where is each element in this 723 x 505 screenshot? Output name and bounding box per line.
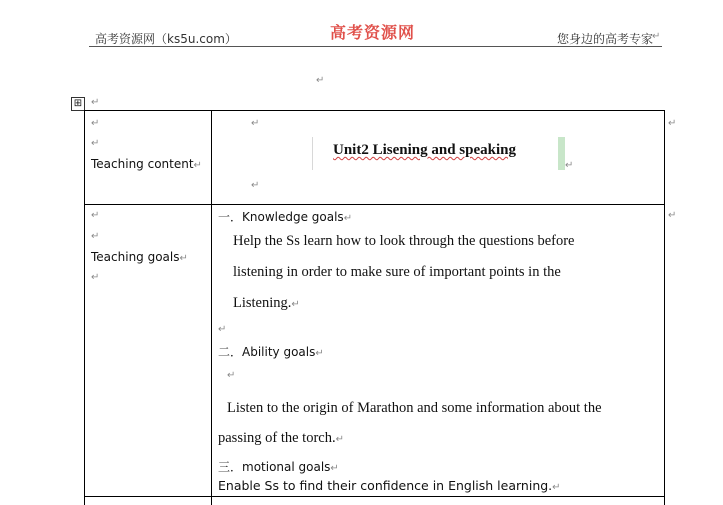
teaching-content-label-text: Teaching content [91, 157, 194, 171]
header-right-text: 您身边的高考专家 [557, 32, 654, 46]
para-mark: ↵ [227, 370, 236, 381]
table-column-divider [211, 110, 212, 505]
table-row-divider-bottom [84, 496, 665, 497]
unit-title [333, 142, 516, 159]
ability-goals-line [218, 430, 344, 447]
table-handle-glyph: ⊞ [73, 98, 83, 109]
table-row-divider [84, 204, 665, 205]
table-border-left [84, 110, 85, 505]
para-mark-handle: ↵ [91, 97, 100, 108]
unit-title-text: Unit2 Lisening and speaking [333, 142, 516, 158]
para-mark: ↵ [179, 253, 188, 264]
para-mark: ↵ [91, 210, 100, 221]
emotional-goals-line [218, 478, 561, 493]
heading-text: 一．Knowledge goals [218, 210, 344, 224]
header-left-text: 高考资源网（ks5u.com） [95, 32, 237, 46]
text-frame-left-edge [312, 137, 313, 170]
para-mark: ↵ [315, 348, 324, 359]
line-text: Enable Ss to find their confidence in English learning. [218, 478, 553, 493]
table-border-right [664, 110, 665, 505]
para-mark: ↵ [218, 324, 227, 335]
knowledge-goals-heading [218, 208, 352, 225]
knowledge-goals-line: listening in order to make sure of important points in the [233, 264, 561, 280]
table-border-top [84, 110, 665, 111]
teaching-goals-label-text: Teaching goals [91, 250, 180, 264]
para-mark: ↵ [251, 180, 260, 191]
heading-text: 三．motional goals [218, 460, 331, 474]
para-mark: ↵ [552, 482, 561, 493]
ability-goals-heading [218, 343, 324, 360]
para-mark: ↵ [330, 463, 339, 474]
para-mark: ↵ [291, 299, 300, 310]
header-right-para-mark: ↵ [652, 31, 661, 42]
emotional-goals-heading [218, 458, 339, 475]
header-rule [89, 46, 662, 47]
para-mark-row-end: ↵ [668, 210, 677, 221]
ability-goals-line: Listen to the origin of Marathon and some information about the [227, 400, 602, 416]
header-logo: 高考资源网 [330, 23, 416, 42]
para-mark: ↵ [91, 138, 100, 149]
para-mark-row-end: ↵ [668, 118, 677, 129]
para-mark: ↵ [343, 213, 353, 224]
para-mark: ↵ [91, 231, 100, 242]
para-mark: ↵ [335, 434, 344, 445]
knowledge-goals-line: Help the Ss learn how to look through the questions before [233, 233, 575, 249]
teaching-goals-label [91, 250, 188, 264]
heading-text: 二．Ability goals [218, 345, 316, 359]
table-move-handle-icon[interactable] [71, 97, 85, 111]
knowledge-goals-line [233, 295, 300, 312]
para-mark: ↵ [193, 160, 202, 171]
para-mark: ↵ [251, 118, 260, 129]
line-text: passing of the torch. [218, 430, 336, 446]
para-mark: ↵ [91, 272, 100, 283]
line-text: Listening. [233, 295, 292, 311]
teaching-content-label [91, 157, 202, 171]
para-mark: ↵ [565, 160, 574, 171]
para-mark: ↵ [91, 118, 100, 129]
para-mark-top: ↵ [316, 75, 325, 86]
text-frame-right-edge [558, 137, 565, 170]
